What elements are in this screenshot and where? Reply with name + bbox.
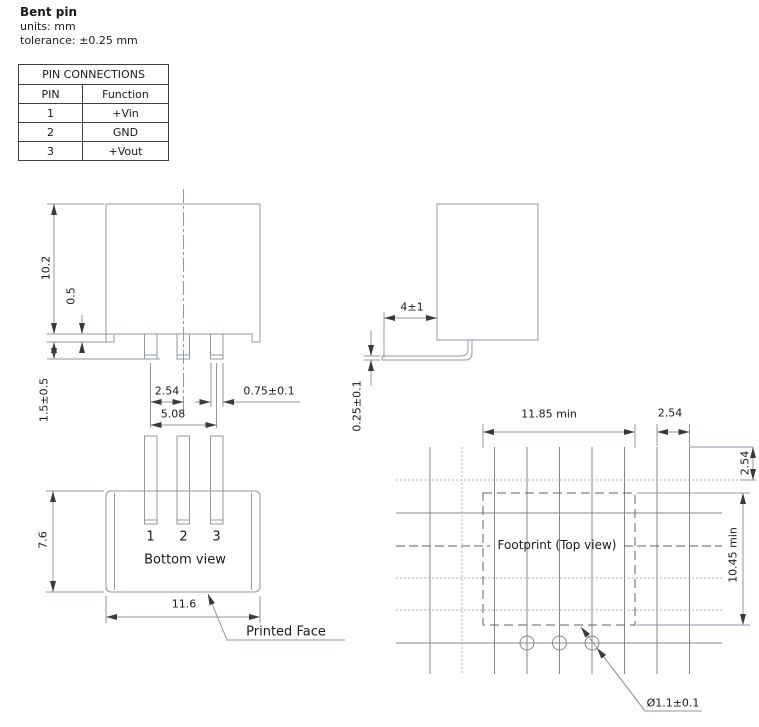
side-view-dimension-lines (364, 312, 437, 386)
dim-footprint-depth: 10.45 min (726, 527, 740, 583)
dim-pin-width: 0.75±0.1 (243, 384, 295, 398)
units-note: units: mm (20, 20, 76, 33)
dim-hole-diameter: Ø1.1±0.1 (646, 696, 700, 710)
pin-table-col-pin: PIN (19, 84, 82, 103)
pin-row-3-pin: 3 (19, 141, 82, 160)
dim-standoff-height: 0.5 (64, 287, 78, 305)
footprint-grid-blue (396, 447, 747, 674)
pin-number-2: 2 (179, 529, 188, 545)
bottom-view-label: Bottom view (144, 552, 226, 568)
printed-face-label: Printed Face (246, 624, 326, 640)
dim-bend-length: 4±1 (400, 300, 424, 314)
dim-pad-row-offset: 2.54 (738, 450, 752, 476)
dim-footprint-width: 11.85 min (521, 407, 577, 421)
pin-connections-table (18, 64, 169, 161)
pin-row-2-pin: 2 (19, 122, 82, 141)
dim-pin-thickness: 0.25±0.1 (350, 380, 364, 432)
dim-pin-span: 5.08 (160, 407, 186, 421)
pin-number-3: 3 (212, 529, 221, 545)
pin-table-col-function: Function (82, 84, 168, 103)
dim-body-width: 11.6 (171, 597, 197, 611)
pin-row-1-pin: 1 (19, 103, 82, 122)
footprint-dimension-lines (483, 424, 756, 711)
dim-pin-length: 1.5±0.5 (37, 377, 51, 423)
dim-pad-pitch: 2.54 (657, 406, 683, 420)
footprint-label: Footprint (Top view) (497, 538, 617, 552)
tolerance-note: tolerance: ±0.25 mm (20, 34, 138, 47)
pin-row-2-function: GND (82, 122, 168, 141)
footprint-grid-gray (396, 447, 722, 674)
pin-row-3-function: +Vout (82, 141, 168, 160)
bottom-view-outline (106, 436, 260, 592)
pin-table-header: PIN CONNECTIONS (42, 68, 145, 81)
dim-pin-pitch: 2.54 (154, 384, 180, 398)
dim-body-depth: 7.6 (36, 531, 50, 549)
pin-number-1: 1 (146, 529, 155, 545)
drawing-title: Bent pin (20, 5, 77, 19)
dim-body-height: 10.2 (39, 255, 53, 281)
pin-row-1-function: +Vin (82, 103, 168, 122)
side-view-outline (382, 204, 538, 360)
